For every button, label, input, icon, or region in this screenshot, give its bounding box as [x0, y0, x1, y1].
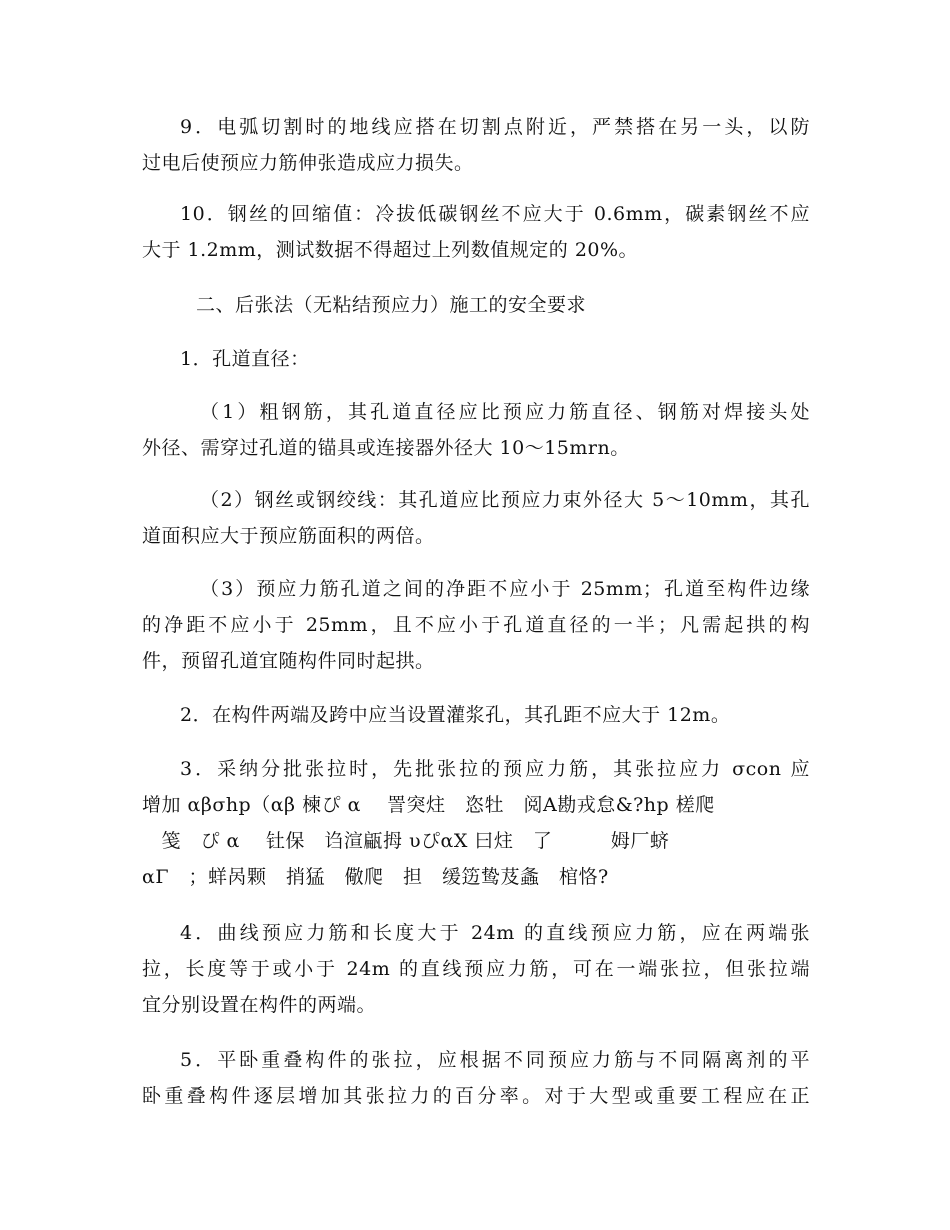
text-line: 外径、需穿过孔道的锚具或连接器外径大 10～15mrn。	[142, 437, 630, 459]
text-line: （1）粗钢筋，其孔道直径应比预应力筋直径、钢筋对焊接头处	[200, 401, 810, 423]
text-line: 1．孔道直径：	[180, 348, 310, 370]
paragraph-subitem-2	[142, 482, 810, 554]
paragraph-item-5	[142, 1042, 810, 1114]
paragraph-item-3	[142, 751, 810, 895]
text-line: 大于 1.2mm，测试数据不得超过上列数值规定的 20%。	[142, 239, 639, 261]
paragraph-item-9	[142, 109, 810, 181]
text-line: 道面积应大于预应筋面积的两倍。	[142, 525, 435, 547]
text-line: （3）预应力筋孔道之间的净距不应小于 25mm；孔道至构件边缘	[200, 578, 810, 600]
paragraph-item-10	[142, 196, 810, 268]
text-line: 5．平卧重叠构件的张拉，应根据不同预应力筋与不同隔离剂的平	[180, 1049, 810, 1071]
text-line: 卧重叠构件逐层增加其张拉力的百分率。对于大型或重要工程应在正	[142, 1085, 810, 1107]
paragraph-item-4	[142, 915, 810, 1023]
section-heading	[142, 287, 810, 323]
text-line: 9．电弧切割时的地线应搭在切割点附近，严禁搭在另一头，以防	[180, 116, 810, 138]
text-line: 件，预留孔道宜随构件同时起拱。	[142, 650, 435, 672]
text-line: 的净距不应小于 25mm，且不应小于孔道直径的一半；凡需起拱的构	[142, 614, 810, 636]
text-line: 4．曲线预应力筋和长度大于 24m 的直线预应力筋，应在两端张	[180, 922, 810, 944]
paragraph-item-1	[142, 341, 810, 377]
text-line: 拉，长度等于或小于 24m 的直线预应力筋，可在一端张拉，但张拉端	[142, 958, 810, 980]
paragraph-subitem-3	[142, 571, 810, 679]
text-line: 3．采纳分批张拉时，先批张拉的预应力筋，其张拉应力 σcon 应	[180, 758, 810, 780]
text-line: 宜分别设置在构件的两端。	[142, 994, 377, 1016]
text-line: αΓ ；蛘呙颗 捎猛 儆爬 担 缓笾鸷芨螽 棺恪?	[142, 866, 609, 888]
text-line: 10．钢丝的回缩值：冷拔低碳钢丝不应大于 0.6mm，碳素钢丝不应	[180, 203, 810, 225]
text-line: （2）钢丝或钢绞线：其孔道应比预应力束外径大 5～10mm，其孔	[200, 489, 810, 511]
text-line: 增加 αβσhp（αβ 楝ぴ α 詈突炷 恣牡 阅A勘戎怠&?hp 槎爬	[142, 794, 715, 816]
paragraph-subitem-1	[142, 394, 810, 466]
text-line: 2．在构件两端及跨中应当设置灌浆孔，其孔距不应大于 12m。	[180, 704, 731, 726]
paragraph-item-2	[142, 697, 810, 733]
heading-text: 二、后张法（无粘结预应力）施工的安全要求	[196, 294, 587, 316]
text-line: 过电后使预应力筋伸张造成应力损失。	[142, 152, 474, 174]
text-line: 笺 ぴ α 钍保 诌渲甂拇 υぴαX 曰炷 了 姆厂蛴	[142, 830, 670, 852]
